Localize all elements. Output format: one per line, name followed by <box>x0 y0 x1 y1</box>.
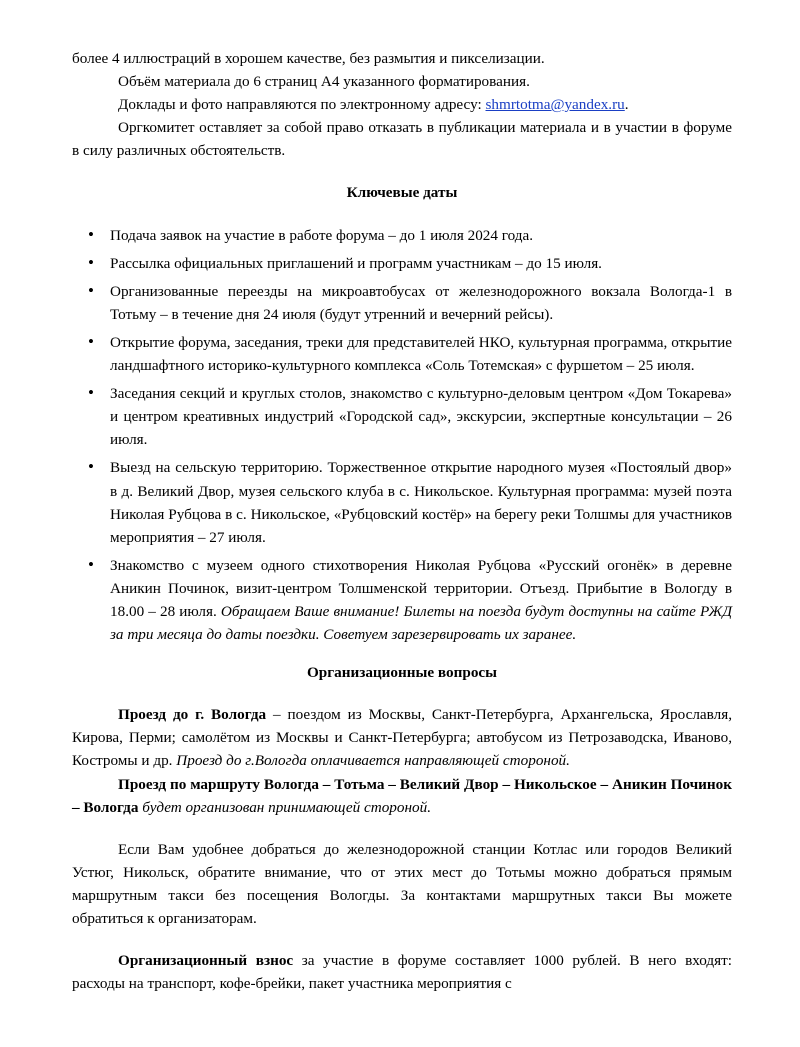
travel-to-text: – поездом из Москвы, Санкт-Петербурга, Архангельска, Ярославля, Кирова, Перми; самолётом из Москвы и Санкт-Петербурга; автобусом из Петрозаводска, Иваново, Костромы и др. <box>72 706 732 770</box>
spacer <box>72 162 732 181</box>
travel-to-lead: Проезд до г. Вологда <box>118 706 267 724</box>
paragraph-orgcommittee: Оргкомитет оставляет за собой право отказать в публикации материала и в участии в форуме в силу различных обстоятельств. <box>72 119 732 160</box>
list-item: • Организованные переезды на микроавтобусах от железнодорожного вокзала Вологда-1 в Тотьму – в течение дня 24 июля (будут утренний и вечерний рейсы). <box>72 280 732 326</box>
paragraph-kotlas: Если Вам удобнее добраться до железнодорожной станции Котлас или городов Великий Устюг, Никольск, обратите внимание, что от этих мест до Тотьмы можно добраться прямым маршрутным такси без посещения Вологды. За контактами маршрутных такси Вы можете обратиться к организаторам. <box>72 840 732 927</box>
list-item: • Открытие форума, заседания, треки для представителей НКО, культурная программа, открытие ландшафтного историко-культурного комплекса «Соль Тотемская» с фуршетом – 25 июля. <box>72 331 732 377</box>
route-italic: будет организован принимающей стороной. <box>138 798 432 816</box>
spacer <box>72 819 732 838</box>
paragraph-travel-to-vologda <box>72 703 732 772</box>
fee-text: за участие в форуме составляет 1000 рублей. В него входят: расходы на транспорт, кофе-брейки, пакет участника мероприятия с <box>72 952 732 993</box>
key-dates-list <box>72 224 732 647</box>
list-item: • Рассылка официальных приглашений и программ участникам – до 15 июля. <box>72 252 732 275</box>
paragraph-route <box>72 773 732 819</box>
spacer <box>72 205 732 224</box>
spacer <box>72 651 732 661</box>
travel-to-italic: Проезд до г.Вологда оплачивается направляющей стороной. <box>176 752 570 770</box>
spacer <box>72 930 732 949</box>
list-item: • Заседания секций и круглых столов, знакомство с культурно-деловым центром «Дом Токарева» и центром креативных индустрий «Городской сад», экскурсии, экспертные консультации – 26 июля. <box>72 382 732 451</box>
list-item: • Подача заявок на участие в работе форума – до 1 июля 2024 года. <box>72 224 732 247</box>
email-period: . <box>624 96 629 114</box>
heading-org-questions: Организационные вопросы <box>306 664 498 682</box>
heading-key-dates: Ключевые даты <box>346 184 458 202</box>
paragraph-fee <box>72 949 732 995</box>
email-link[interactable]: shmrtotma@yandex.ru <box>485 96 625 114</box>
paragraph-email <box>72 93 732 116</box>
route-lead: Проезд по маршруту Вологда – Тотьма – Великий Двор – Никольское – Аникин Починок – Вологда <box>72 775 732 816</box>
email-intro-text: Доклады и фото направляются по электронному адресу: <box>118 96 486 114</box>
spacer <box>72 684 732 703</box>
paragraph-illustrations: более 4 иллюстраций в хорошем качестве, без размытия и пикселизации. <box>72 50 545 67</box>
list-item: • Выезд на сельскую территорию. Торжественное открытие народного музея «Постоялый двор» в д. Великий Двор, музея сельского клуба в с. Никольское. Культурная программа: музей поэта Николая Рубцова в с. Никольское, «Рубцовский костёр» на берегу реки Толшмы для участников мероприятия – 27 июля. <box>72 456 732 548</box>
paragraph-volume: Объём материала до 6 страниц А4 указанного форматирования. <box>118 73 530 91</box>
list-item-text: Знакомство с музеем одного стихотворения Николая Рубцова «Русский огонёк» в деревне Аникин Починок, визит-центром Толшменской территории. Отъезд. Прибытие в Вологду в 18.00 – 28 июля. <box>110 556 732 620</box>
list-item-note: Обращаем Ваше внимание! Билеты на поезда будут доступны на сайте РЖД за три месяца до даты поездки. Советуем зарезервировать их заранее. <box>110 602 733 644</box>
document-body <box>72 47 732 995</box>
list-item-with-note <box>72 554 732 646</box>
fee-lead: Организационный взнос <box>118 952 294 970</box>
